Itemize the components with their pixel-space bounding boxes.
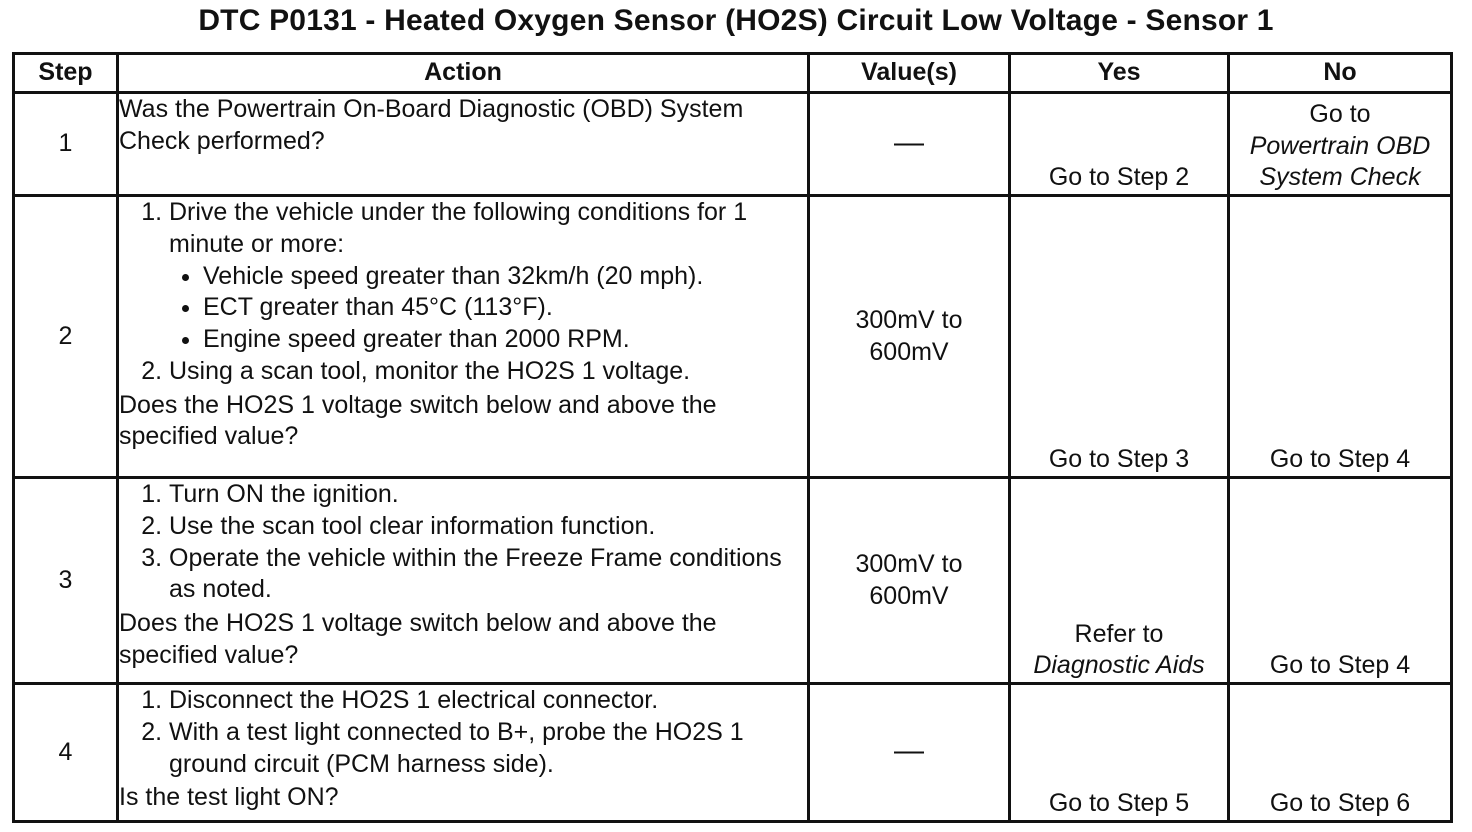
step-number: 4 [14,684,118,822]
instruction-item: 3. Operate the vehicle within the Freeze Frame conditions as noted. [169,543,807,607]
instruction-item [169,197,807,356]
instruction-item: 2. Use the scan tool clear information function. [169,511,807,543]
condition-list [169,261,807,356]
action-question: Does the HO2S 1 voltage switch below and above the specified value? [119,390,717,451]
table-row [14,478,1452,684]
no-cell [1229,478,1452,684]
header-action: Action [118,54,809,93]
value-cell [809,93,1010,196]
condition-item: • Vehicle speed greater than 32km/h (20 mph). [203,261,807,293]
no-prefix: Go to [1309,99,1371,128]
yes-cell [1010,478,1229,684]
powertrain-obd-system-check-link[interactable]: Powertrain OBD System Check [1249,131,1431,192]
action-question: Does the HO2S 1 voltage switch below and above the specified value? [119,609,717,669]
diagnostic-table [12,52,1453,823]
action-cell [118,684,809,822]
action-cell [118,93,809,196]
instruction-item: 1. Disconnect the HO2S 1 electrical connector. [169,685,807,717]
instruction-item: 1. Turn ON the ignition. [169,479,807,511]
go-to-step-3-link[interactable]: Go to Step 3 [1048,445,1190,474]
no-cell [1229,196,1452,478]
condition-item: • Engine speed greater than 2000 RPM. [203,324,807,356]
yes-prefix: Refer to [1074,619,1164,648]
instruction-text: Drive the vehicle under the following conditions for 1 minute or more: [169,198,748,258]
go-to-step-5-link[interactable]: Go to Step 5 [1048,789,1190,818]
action-cell [118,196,809,478]
value-range: 300mV to 600mV [855,549,963,610]
table-row [14,93,1452,196]
go-to-step-4-link[interactable]: Go to Step 4 [1269,445,1411,474]
action-cell [118,478,809,684]
diagnostic-aids-link[interactable]: Diagnostic Aids [1033,651,1205,680]
instruction-list [119,197,807,388]
instruction-item: 2. Using a scan tool, monitor the HO2S 1 voltage. [169,356,807,388]
no-cell [1229,93,1452,196]
table-row [14,196,1452,478]
step-number: 3 [14,478,118,684]
header-no: No [1229,54,1452,93]
go-to-step-4-link[interactable]: Go to Step 4 [1269,651,1411,680]
instruction-list [119,685,807,780]
value-dash: — [894,125,924,159]
value-cell [809,684,1010,822]
value-cell [809,196,1010,478]
header-step: Step [14,54,118,93]
page-title: DTC P0131 - Heated Oxygen Sensor (HO2S) Circuit Low Voltage - Sensor 1 [198,4,1274,37]
yes-cell [1010,196,1229,478]
header-row [14,54,1452,93]
yes-cell [1010,93,1229,196]
no-cell [1229,684,1452,822]
header-values: Value(s) [809,54,1010,93]
step-number: 1 [14,93,118,196]
header-yes: Yes [1010,54,1229,93]
value-range: 300mV to 600mV [855,305,963,366]
go-to-step-6-link[interactable]: Go to Step 6 [1269,789,1411,818]
table-row [14,684,1452,822]
go-to-step-2-link[interactable]: Go to Step 2 [1048,163,1190,192]
value-dash: — [894,734,924,768]
value-cell [809,478,1010,684]
yes-cell [1010,684,1229,822]
instruction-list [119,479,807,606]
instruction-item: 2. With a test light connected to B+, probe the HO2S 1 ground circuit (PCM harness side). [169,717,807,781]
action-question: Is the test light ON? [119,783,339,812]
action-question: Was the Powertrain On-Board Diagnostic (OBD) System Check performed? [119,95,744,155]
condition-item: • ECT greater than 45°C (113°F). [203,292,807,324]
step-number: 2 [14,196,118,478]
